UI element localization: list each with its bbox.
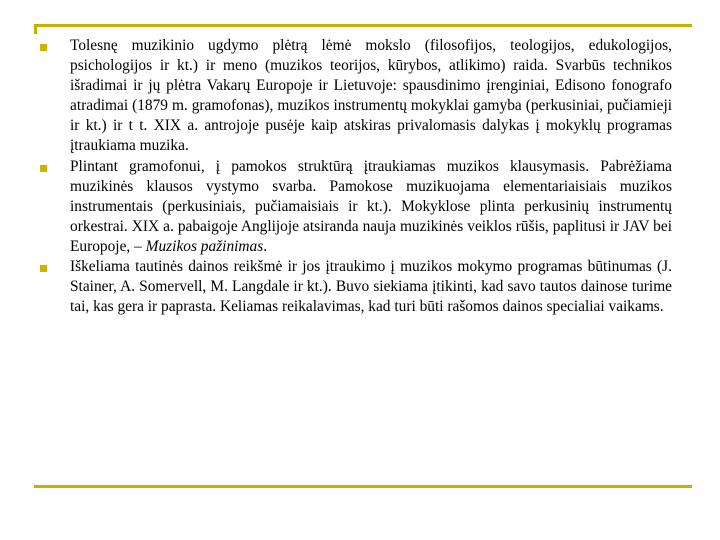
square-bullet-icon — [40, 44, 47, 51]
top-rule — [34, 24, 692, 27]
bullet-item-2 — [40, 157, 672, 257]
bullet-text — [70, 158, 672, 255]
bullet-text-main: Plintant gramofonui, į pamokos struktūrą įtraukiamas muzikos klausymasis. Pabrėžiama muzikinės klausos vystymo svarba. Pamokose muzikuojama elementariaisiais muzikos instrumentais (perkusiniais, pučiamaisiais ir kt.). Mokyklose plinta perkusinių instrumentų orkestrai. XIX a. pabaigoje Anglijoje atsiranda nauja muzikinės veiklos rūšis, paplitusi ir JAV bei Europoje, – — [70, 157, 672, 255]
bottom-rule — [34, 485, 692, 488]
bullet-text: Iškeliama tautinės dainos reikšmė ir jos įtraukimo į muzikos mokymo programas būtinumas (J. Stainer, A. Somervell, M. Langdale ir kt.). Buvo siekiama įtikinti, kad savo tautos dainose turime tai, kas gera ir paprasta. Keliamas reikalavimas, kad turi būti rašomos dainos specialiai vaikams. — [70, 258, 672, 316]
square-bullet-icon — [40, 165, 47, 172]
bullet-list — [40, 36, 672, 317]
bullet-item-1 — [40, 36, 672, 157]
bullet-text-emphasis: Muzikos pažinimas — [145, 237, 264, 255]
bullet-item-3 — [40, 257, 672, 317]
top-rule-corner — [34, 24, 37, 34]
square-bullet-icon — [40, 265, 47, 272]
bullet-text: Tolesnę muzikinio ugdymo plėtrą lėmė mokslo (filosofijos, teologijos, edukologijos, psichologijos ir kt.) ir meno (muzikos teorijos, kūrybos, atlikimo) raida. Svarbūs technikos išradimai ir jų plėtra Vakarų Europoje ir Lietuvoje: spausdinimo įrenginiai, Edisono fonografo atradimai (1879 m. gramofonas), muzikos instrumentų mokyklai gamyba (perkusiniai, pučiamieji ir kt.) ir t t. XIX a. antrojoje pusėje kaip atskiras privalomasis dalykas į mokyklų programas įtraukiama muzika. — [70, 37, 672, 155]
bullet-text-tail: . — [263, 237, 268, 255]
slide-content — [40, 36, 672, 317]
